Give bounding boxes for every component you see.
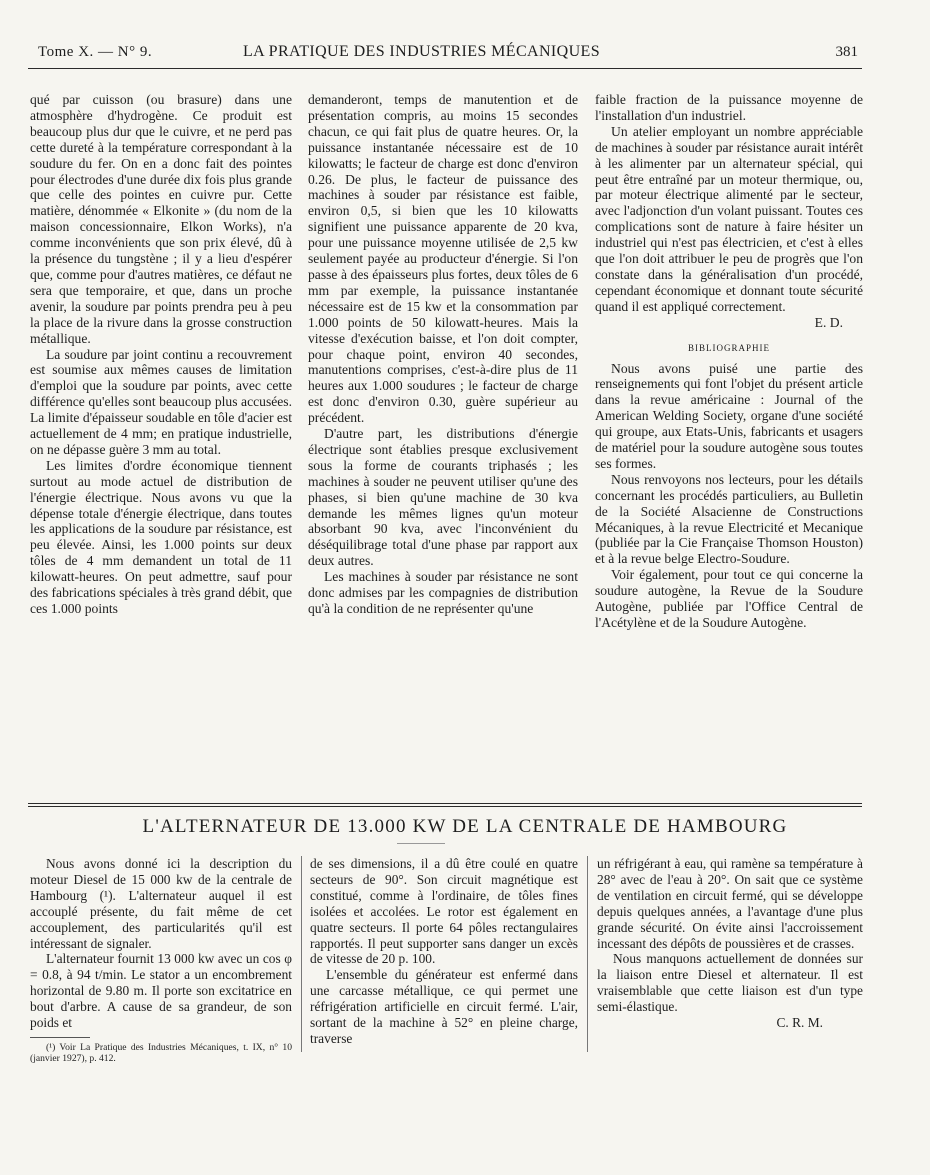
journal-title: LA PRATIQUE DES INDUSTRIES MÉCANIQUES <box>243 43 601 60</box>
paragraph: de ses dimensions, il a dû être coulé en quatre secteurs de 90°. Son circuit magnétique est constitué, comme à l'ordinaire, de tôles fines isolées et accolées. Le rotor est également en quatre secteurs. Il porte 64 pôles rectangulaires rapportés. Il peut supporter sans danger un excès de vitesse de 20 p. 100. <box>310 856 578 967</box>
article1-column-2 <box>308 92 578 617</box>
paragraph: qué par cuisson (ou brasure) dans une atmosphère d'hydrogène. Ce produit est beaucoup plus dur que le cuivre, et ne perd pas cette dureté à la température correspondant à la soudure du fer. On en a donc fait des pointes pour électrodes d'une durée dix fois plus grande que celle des pointes en cuivre pur. Cette matière, dénommée « Elkonite » (du nom de la maison concessionnaire, Elkon Works), n'a comme inconvénients que son prix élevé, dû à la présence du tungstène ; il y a lieu d'espérer que, comme pour d'autres matières, ce défaut ne sera que temporaire, et que, dans un proche avenir, la soudure par points prendra peu à peu la place de la rivure dans la grosse construction métallique. <box>30 92 292 346</box>
volume-issue: Tome X. — N° 9. <box>38 44 153 60</box>
paragraph: Nous avons donné ici la description du moteur Diesel de 15 000 kw de la centrale de Hambourg (¹). L'alternateur auquel il est accouplé présente, du fait même de cet accouplement, des particularités qu'il est intéressant de signaler. <box>30 856 292 951</box>
page-header <box>38 40 858 66</box>
paragraph: demanderont, temps de manutention et de présentation compris, au moins 15 secondes chacun, ce qui fait plus de quatre heures. Or, la puissance instantanée nécessaire est de 10 kilowatts; le facteur de charge est donc d'environ 0.26. De plus, le facteur de puissance des machines à souder par résistance est faible, environ 0,5, si bien que les 10 kilowatts signifient une puissance apparente de 20 kva, pour une puissance moyenne utilisée de 2,5 kw seulement payée au producteur d'énergie. Si l'on passe à des épaisseurs plus fortes, deux tôles de 6 mm par exemple, la puissance instantanée nécessaire est de 15 kw et la consommation par 1.000 points de 50 kilowatt-heures. Mais la vitesse d'exécution baisse, et l'on doit compter, pour chaque point, environ 40 secondes, manutentions comprises, c'est-à-dire plus de 11 heures aux 1.000 soudures ; le facteur de charge est donc d'environ 0.30, guère supérieur au précédent. <box>308 92 578 426</box>
footnote-rule <box>30 1037 90 1038</box>
paragraph: Les limites d'ordre économique tiennent surtout au mode actuel de distribution de l'énergie électrique. Nous avons vu que la dépense totale d'énergie électrique, dans toutes les applications de la soudure par résistance, est peu élevée. Ainsi, les 1.000 points sur deux tôles de 4 mm demandent un total de 11 kilowatt-heures. On peut admettre, sauf pour des fabrications spéciales à très grand débit, que ces 1.000 points <box>30 457 292 616</box>
section-rule-top <box>28 803 862 804</box>
article2-column-3 <box>597 856 863 1031</box>
article2-column-2 <box>310 856 578 1047</box>
paragraph: Les machines à souder par résistance ne sont donc admises par les compagnies de distribution qu'à la condition de ne représenter qu'une <box>308 569 578 616</box>
article2-headline: L'ALTERNATEUR DE 13.000 KW DE LA CENTRALE DE HAMBOURG <box>142 816 788 837</box>
headline-underline <box>397 843 445 844</box>
author-signature: E. D. <box>814 314 843 330</box>
paragraph: D'autre part, les distributions d'énergie électrique sont établies presque exclusivement sous la forme de courants triphasés ; les machines à souder ne peuvent utiliser qu'une des phases, si bien qu'une machine de 30 kva demande les mêmes lignes qu'un moteur absorbant 90 kva, avec l'inconvénient du déséquilibrage total d'une phase par rapport aux deux autres. <box>308 426 578 569</box>
paragraph: L'ensemble du générateur est enfermé dans une carcasse métallique, ce qui permet une réfrigération artificielle en circuit fermé. L'air, sortant de la machine à 52° en pleine charge, traverse <box>310 967 578 1046</box>
paragraph: un réfrigérant à eau, qui ramène sa température à 28° avec de l'eau à 20°. On sait que ce système de ventilation en circuit fermé, qui se développe depuis quelques années, a l'avantage d'une plus grande sécurité. On évite ainsi l'accroissement incessant des dépôts de poussières et de crasses. <box>597 856 863 951</box>
page-number: 381 <box>835 44 858 60</box>
article1-column-1 <box>30 92 292 617</box>
footnote: (¹) Voir La Pratique des Industries Mécaniques, t. IX, n° 10 (janvier 1927), p. 412. <box>30 1041 292 1064</box>
paragraph: faible fraction de la puissance moyenne de l'installation d'un industriel. <box>595 92 863 123</box>
article1-column-3 <box>595 92 863 631</box>
bibliography-paragraph: Nous renvoyons nos lecteurs, pour les détails concernant les procédés particuliers, au Bulletin de la Société Alsacienne de Constructions Mécaniques, à la revue Electricité et Mecanique (publiée par la Cie Française Thomson Houston) et à la revue belge Electro-Soudure. <box>595 471 863 567</box>
column-divider-2 <box>587 856 588 1052</box>
author-signature: C. R. M. <box>776 1015 823 1031</box>
bibliography-title: BIBLIOGRAPHIE <box>688 342 770 353</box>
paragraph: Nous manquons actuellement de données sur la liaison entre Diesel et alternateur. Il est vraisemblable que cette liaison est d'un type semi-élastique. <box>597 951 863 1015</box>
paragraph: Un atelier employant un nombre appréciable de machines à souder par résistance aurait intérêt à les alimenter par un alternateur spécial, qui peut être entraîné par un moteur thermique, ou, par moteur électrique alimenté par le secteur, avec l'adjonction d'un volant puissant. Toutes ces complications sont de nature à faire hésiter un industriel qui n'est pas électricien, et c'est à elles que l'on doit attribuer le peu de progrès que l'on constate dans la généralisation d'un procédé, cependant économique et donnant toute sécurité quand il est appliqué correctement. <box>595 123 863 314</box>
column-divider-1 <box>301 856 302 1052</box>
section-rule-top-2 <box>28 806 862 807</box>
header-rule <box>28 68 862 69</box>
paragraph: L'alternateur fournit 13 000 kw avec un cos φ = 0.8, à 94 t/min. Le stator a un encombrement horizontal de 9.80 m. Il porte son excitatrice en bout d'arbre. A cause de sa grandeur, de son poids et <box>30 951 292 1031</box>
article2-column-1 <box>30 856 292 1064</box>
paragraph: La soudure par joint continu a recouvrement est soumise aux mêmes causes de limitation d'emploi que la soudure par points, avec cette différence qu'elles sont beaucoup plus accusées. La limite d'épaisseur soudable en tôle d'acier est actuellement de 4 mm; en pratique industrielle, on ne dépasse guère 3 mm au total. <box>30 346 292 457</box>
bibliography-paragraph: Nous avons puisé une partie des renseignements qui font l'objet du présent article dans la revue américaine : Journal of the American Welding Society, organe d'une société qui groupe, aux Etats-Unis, fabricants et usagers de matériel pour la soudure autogène sous toutes ses formes. <box>595 360 863 471</box>
bibliography-paragraph: Voir également, pour tout ce qui concerne la soudure autogène, la Revue de la Soudure Autogène, publiée par l'Office Central de l'Acétylène et de la Soudure Autogène. <box>595 567 863 630</box>
